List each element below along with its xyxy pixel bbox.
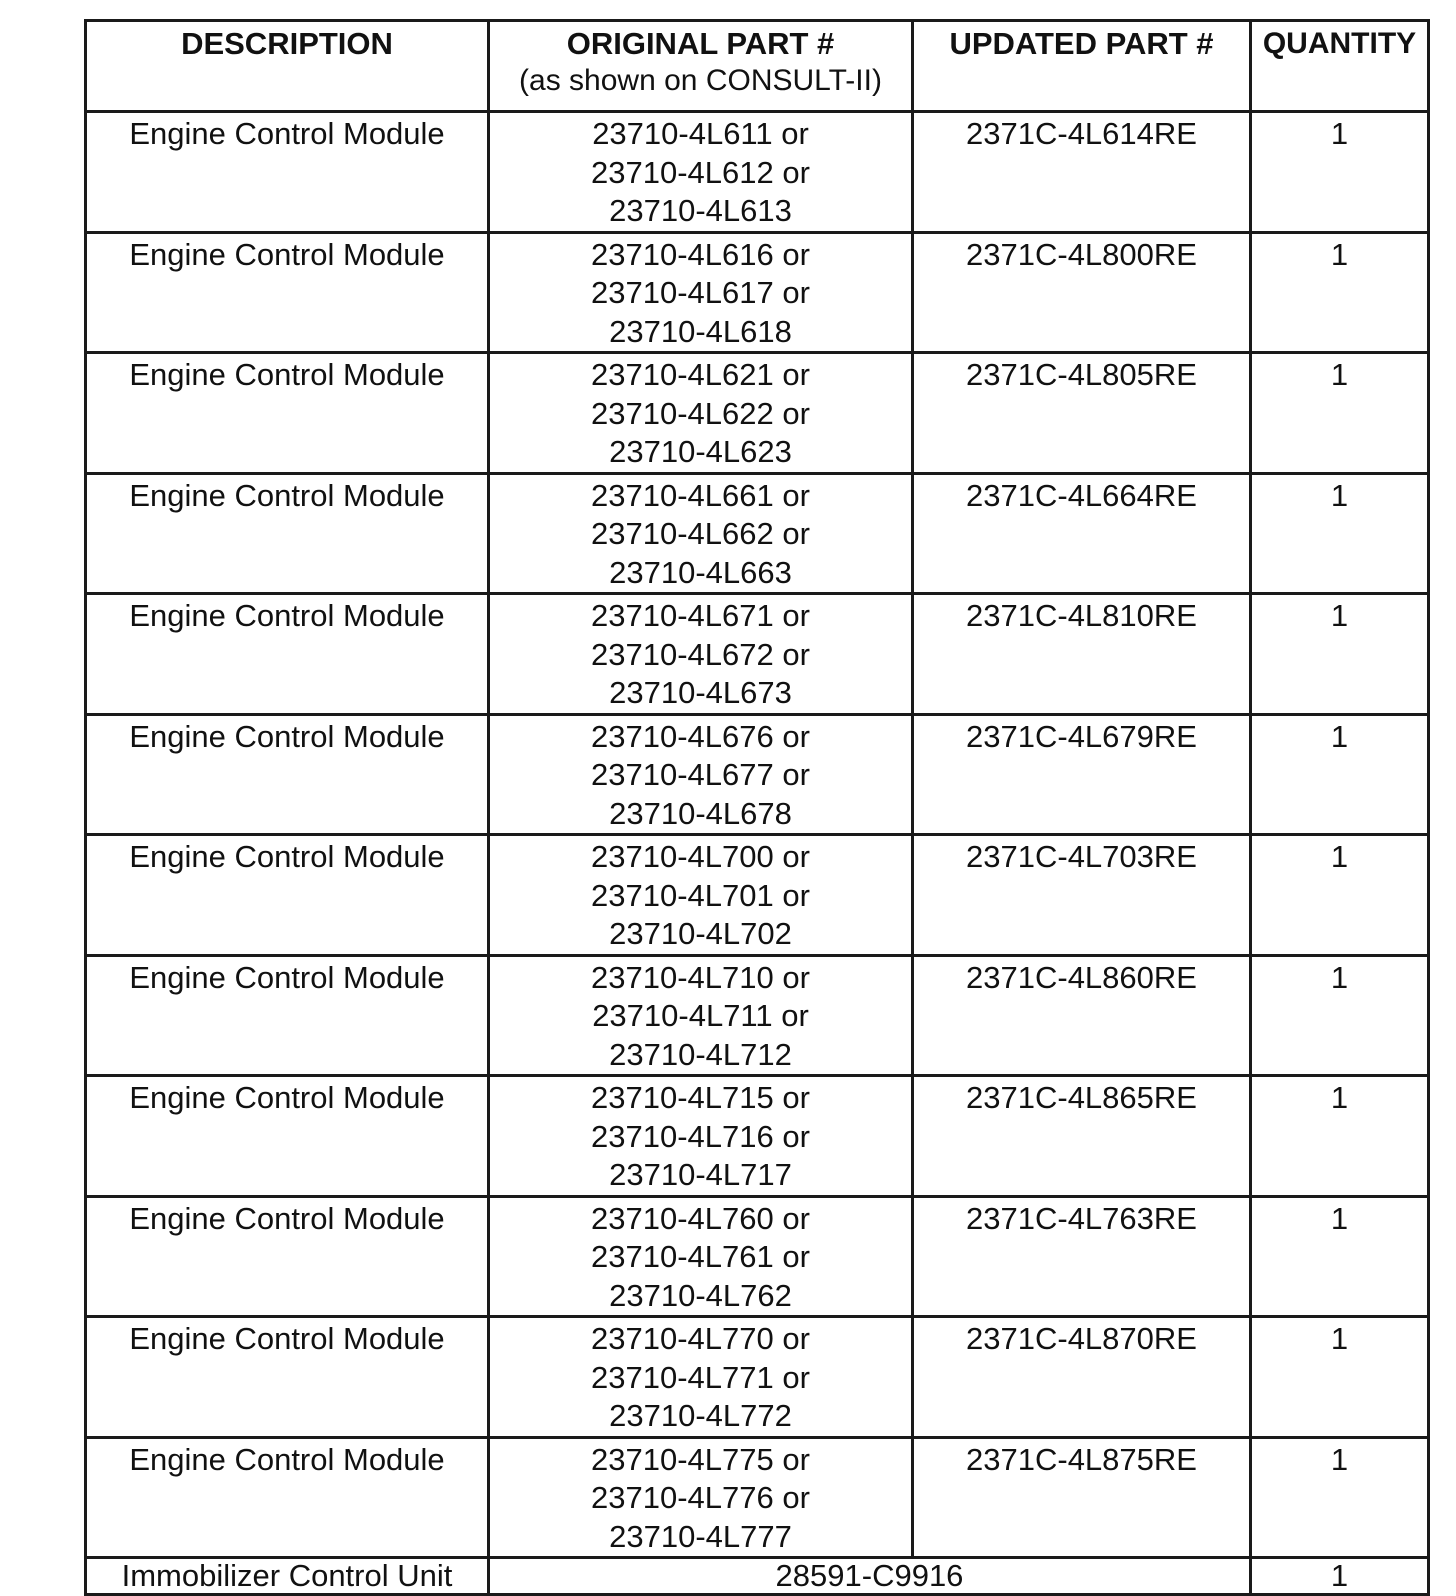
original-part-line: 23710-4L770 or [591,1321,810,1356]
quantity-cell [1251,473,1429,594]
updated-part-text: 2371C-4L875RE [966,1441,1197,1477]
original-part-line: 23710-4L701 or [591,877,810,913]
updated-part-cell [913,714,1251,835]
original-part-line: 23710-4L618 [609,313,792,349]
description-text: Engine Control Module [129,839,445,874]
original-part-line: 23710-4L677 or [591,757,810,792]
updated-part-cell [913,1196,1251,1317]
original-part-line: 23710-4L711 or [592,998,809,1033]
description-text: Engine Control Module [129,116,445,151]
description-text: Engine Control Module [129,357,445,392]
original-part-cell [489,714,913,835]
table-row [86,353,1429,474]
description-text: Engine Control Module [129,1200,445,1236]
updated-part-text: 2371C-4L800RE [966,236,1197,272]
description-text: Engine Control Module [129,598,445,633]
original-part-line: 23710-4L673 [609,675,792,710]
updated-part-text: 2371C-4L805RE [966,357,1197,392]
original-part-cell [489,835,913,956]
original-part-line: 23710-4L710 or [591,959,810,995]
original-part-line: 23710-4L761 or [591,1239,810,1274]
quantity-text: 1 [1330,1080,1349,1115]
original-part-line: 23710-4L612 or [591,154,810,190]
quantity-cell [1251,112,1429,233]
updated-part-cell [913,1317,1251,1438]
header-quantity: QUANTITY [1251,21,1429,112]
original-part-line: 23710-4L613 [609,193,792,228]
updated-part-cell [913,473,1251,594]
description-text: Engine Control Module [129,1321,445,1356]
description-cell [86,955,489,1076]
table-row [86,594,1429,715]
description-text: Engine Control Module [129,1441,445,1477]
updated-part-cell [913,835,1251,956]
quantity-text: 1 [1330,477,1349,513]
header-description: DESCRIPTION [86,21,489,112]
description-text: Engine Control Module [129,959,445,995]
description-text: Engine Control Module [129,236,445,272]
quantity-text: 1 [1330,839,1349,874]
original-part-line: 23710-4L661 or [591,477,810,513]
original-part-line: 23710-4L717 [609,1157,792,1192]
description-cell [86,473,489,594]
original-part-cell [489,1196,913,1317]
description-cell: Immobilizer Control Unit [86,1558,489,1595]
description-cell [86,835,489,956]
quantity-text: 1 [1330,236,1349,272]
original-part-line: 23710-4L622 or [591,395,810,431]
original-part-line: 23710-4L617 or [591,275,810,310]
header-row [86,21,1429,112]
quantity-text: 1 [1330,116,1349,151]
original-part-line: 23710-4L623 [609,434,792,469]
table-row [86,1076,1429,1197]
table-body [86,112,1429,1595]
original-part-line: 23710-4L777 [609,1518,792,1554]
quantity-cell [1251,594,1429,715]
updated-part-text: 2371C-4L810RE [966,598,1197,633]
header-original-part-note: (as shown on CONSULT-II) [519,64,882,97]
original-part-cell [489,232,913,353]
original-part-line: 23710-4L716 or [591,1118,810,1154]
original-part-cell [489,473,913,594]
original-part-line: 23710-4L702 [609,916,792,951]
table-row-immobilizer [86,1558,1429,1595]
description-cell [86,1076,489,1197]
quantity-text: 1 [1330,1200,1349,1236]
quantity-cell: 1 [1251,1558,1429,1595]
original-part-line: 23710-4L671 or [591,598,810,633]
original-part-line: 23710-4L776 or [591,1480,810,1515]
description-text: Engine Control Module [129,1080,445,1115]
quantity-cell [1251,714,1429,835]
part-number-cell: 28591-C9916 [489,1558,1251,1595]
updated-part-cell [913,594,1251,715]
original-part-line: 23710-4L771 or [591,1359,810,1395]
table-header [86,21,1429,112]
description-cell [86,714,489,835]
original-part-line: 23710-4L676 or [591,718,810,754]
quantity-text: 1 [1330,1321,1349,1356]
original-part-line: 23710-4L616 or [591,236,810,272]
quantity-cell [1251,835,1429,956]
original-part-line: 23710-4L760 or [591,1200,810,1236]
description-text: Engine Control Module [129,718,445,754]
updated-part-cell [913,112,1251,233]
table-row [86,1437,1429,1558]
updated-part-text: 2371C-4L860RE [966,959,1197,995]
quantity-cell [1251,1196,1429,1317]
description-cell [86,594,489,715]
updated-part-cell [913,1076,1251,1197]
updated-part-cell [913,955,1251,1076]
updated-part-text: 2371C-4L865RE [966,1080,1197,1115]
original-part-line: 23710-4L672 or [591,636,810,672]
description-cell [86,112,489,233]
table-row [86,835,1429,956]
updated-part-text: 2371C-4L703RE [966,839,1197,874]
updated-part-cell [913,232,1251,353]
updated-part-text: 2371C-4L763RE [966,1200,1197,1236]
quantity-cell [1251,232,1429,353]
original-part-cell [489,594,913,715]
updated-part-cell [913,353,1251,474]
table-row [86,1317,1429,1438]
header-updated-part: UPDATED PART # [913,21,1251,112]
updated-part-text: 2371C-4L870RE [966,1321,1197,1356]
original-part-cell [489,1317,913,1438]
updated-part-cell [913,1437,1251,1558]
description-cell [86,1317,489,1438]
description-text: Engine Control Module [129,477,445,513]
table-row [86,232,1429,353]
original-part-cell [489,112,913,233]
table-row [86,955,1429,1076]
description-cell [86,232,489,353]
original-part-cell [489,353,913,474]
parts-table [84,19,1430,1596]
original-part-cell [489,1437,913,1558]
description-cell [86,353,489,474]
quantity-cell [1251,1437,1429,1558]
original-part-cell [489,955,913,1076]
original-part-line: 23710-4L611 or [592,116,809,151]
original-part-line: 23710-4L678 [609,795,792,831]
quantity-cell [1251,955,1429,1076]
description-cell [86,1437,489,1558]
original-part-line: 23710-4L715 or [591,1080,810,1115]
original-part-line: 23710-4L663 [609,554,792,590]
updated-part-text: 2371C-4L614RE [966,116,1197,151]
quantity-text: 1 [1330,598,1349,633]
description-cell [86,1196,489,1317]
original-part-line: 23710-4L772 [609,1398,792,1433]
header-original-part: ORIGINAL PART # (as shown on CONSULT-II) [489,21,913,112]
table-row [86,714,1429,835]
updated-part-text: 2371C-4L679RE [966,718,1197,754]
updated-part-text: 2371C-4L664RE [966,477,1197,513]
quantity-cell [1251,1076,1429,1197]
original-part-line: 23710-4L712 [609,1036,792,1072]
original-part-line: 23710-4L621 or [591,357,810,392]
quantity-cell [1251,353,1429,474]
quantity-text: 1 [1330,718,1349,754]
original-part-line: 23710-4L662 or [591,516,810,551]
quantity-text: 1 [1330,357,1349,392]
original-part-cell [489,1076,913,1197]
original-part-line: 23710-4L700 or [591,839,810,874]
table-row [86,473,1429,594]
original-part-line: 23710-4L775 or [591,1441,810,1477]
table-row [86,1196,1429,1317]
original-part-line: 23710-4L762 [609,1277,792,1313]
quantity-text: 1 [1330,959,1349,995]
quantity-cell [1251,1317,1429,1438]
quantity-text: 1 [1330,1441,1349,1477]
table-row [86,112,1429,233]
